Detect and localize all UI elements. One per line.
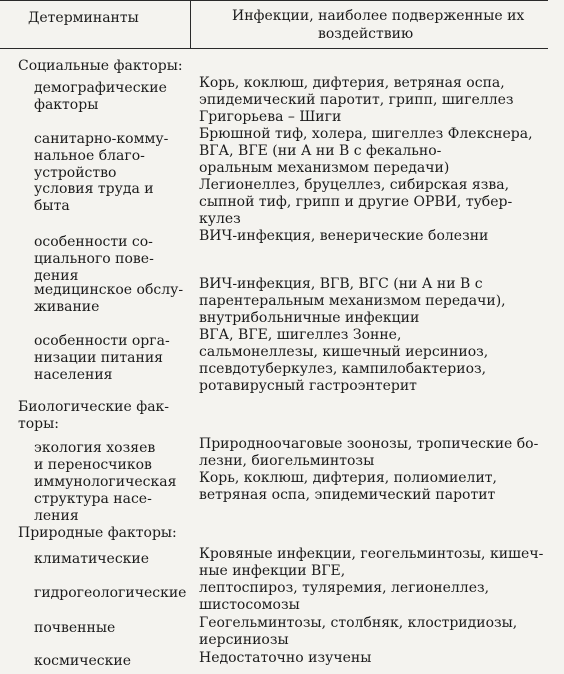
section-title-biological: торы: xyxy=(18,416,59,432)
infection-line: ротавирусный гастроэнтерит xyxy=(199,378,417,394)
header-bottom-rule xyxy=(0,48,548,49)
determinant-line: устройство xyxy=(34,165,117,181)
infection-line: сальмонеллезы, кишечный иерсиниоз, xyxy=(199,344,489,360)
determinant-line: космические xyxy=(34,653,131,669)
infection-line: ные инфекции ВГЕ, xyxy=(199,563,346,579)
infection-line: Григорьева – Шиги xyxy=(199,109,342,125)
section-title-natural: Природные факторы: xyxy=(18,525,177,541)
infection-line: Корь, коклюш, дифтерия, полиомиелит, xyxy=(199,470,497,486)
determinant-line: низации питания xyxy=(34,350,164,366)
determinant-line: быта xyxy=(34,198,70,214)
infection-line: Брюшной тиф, холера, шигеллез Флекснера, xyxy=(199,126,533,142)
infection-line: Недостаточно изучены xyxy=(199,650,372,666)
determinant-line: особенности со- xyxy=(34,234,153,250)
infection-line: Легионеллез, бруцеллез, сибирская язва, xyxy=(199,177,510,193)
infection-line: Природноочаговые зоонозы, тропические бо- xyxy=(199,436,539,452)
header-determinants: Детерминанты xyxy=(28,10,139,26)
infection-line: ВГА, ВГЕ, шигеллез Зонне, xyxy=(199,327,402,343)
determinant-line: экология хозяев xyxy=(34,440,156,456)
header-column-divider xyxy=(190,0,191,49)
infection-line: внутрибольничные инфекции xyxy=(199,310,420,326)
determinant-line: населения xyxy=(34,367,113,383)
infection-line: шистосомозы xyxy=(199,597,300,613)
infection-line: ветряная оспа, эпидемический паротит xyxy=(199,487,496,503)
header-infections-line1: Инфекции, наиболее подверженные их xyxy=(232,8,525,24)
determinant-line: почвенные xyxy=(34,620,116,636)
infection-line: ВГА, ВГЕ (ни А ни В с фекально- xyxy=(199,143,442,159)
determinant-line: ления xyxy=(34,508,79,524)
infection-line: оральным механизмом передачи) xyxy=(199,160,450,176)
determinant-line: факторы xyxy=(34,97,99,113)
infection-line: Корь, коклюш, дифтерия, ветряная оспа, xyxy=(199,75,505,91)
determinant-line: условия труда и xyxy=(34,181,154,197)
infection-line: псевдотуберкулез, кампилобактериоз, xyxy=(199,361,487,377)
determinant-line: гидрогеологические xyxy=(34,585,187,601)
header-infections-line2: воздействию xyxy=(318,26,414,42)
infection-line: ВИЧ-инфекция, ВГВ, ВГС (ни А ни В с xyxy=(199,276,483,292)
determinant-line: климатические xyxy=(34,551,150,567)
infection-line: иерсиниозы xyxy=(199,632,289,648)
infection-line: парентеральным механизмом передачи), xyxy=(199,293,506,309)
determinant-line: живание xyxy=(34,299,100,315)
infection-line: кулез xyxy=(199,211,241,227)
infection-line: Кровяные инфекции, геогельминтозы, кишеч- xyxy=(199,546,544,562)
determinant-line: медицинское обслу- xyxy=(34,282,184,298)
infection-line: сыпной тиф, грипп и другие ОРВИ, тубер- xyxy=(199,194,513,210)
infection-line: Геогельминтозы, столбняк, клостридиозы, xyxy=(199,615,518,631)
infection-line: эпидемический паротит, грипп, шигеллез xyxy=(199,92,514,108)
section-title-biological: Биологические фак- xyxy=(18,399,170,415)
infection-line: лезни, биогельминтозы xyxy=(199,453,375,469)
determinant-line: демографические xyxy=(34,80,167,96)
determinant-line: особенности орга- xyxy=(34,333,170,349)
determinant-line: циального пове- xyxy=(34,251,154,267)
section-title-social: Социальные факторы: xyxy=(18,58,183,74)
infection-line: лептоспироз, туляремия, легионеллез, xyxy=(199,580,490,596)
determinant-line: структура насе- xyxy=(34,491,152,507)
determinant-line: нальное благо- xyxy=(34,148,145,164)
determinant-line: санитарно-комму- xyxy=(34,131,169,147)
determinant-line: иммунологическая xyxy=(34,474,177,490)
infection-line: ВИЧ-инфекция, венерические болезни xyxy=(199,228,489,244)
determinant-line: и переносчиков xyxy=(34,457,152,473)
table-top-rule xyxy=(0,0,548,1)
determinant-line: дения xyxy=(34,268,79,284)
